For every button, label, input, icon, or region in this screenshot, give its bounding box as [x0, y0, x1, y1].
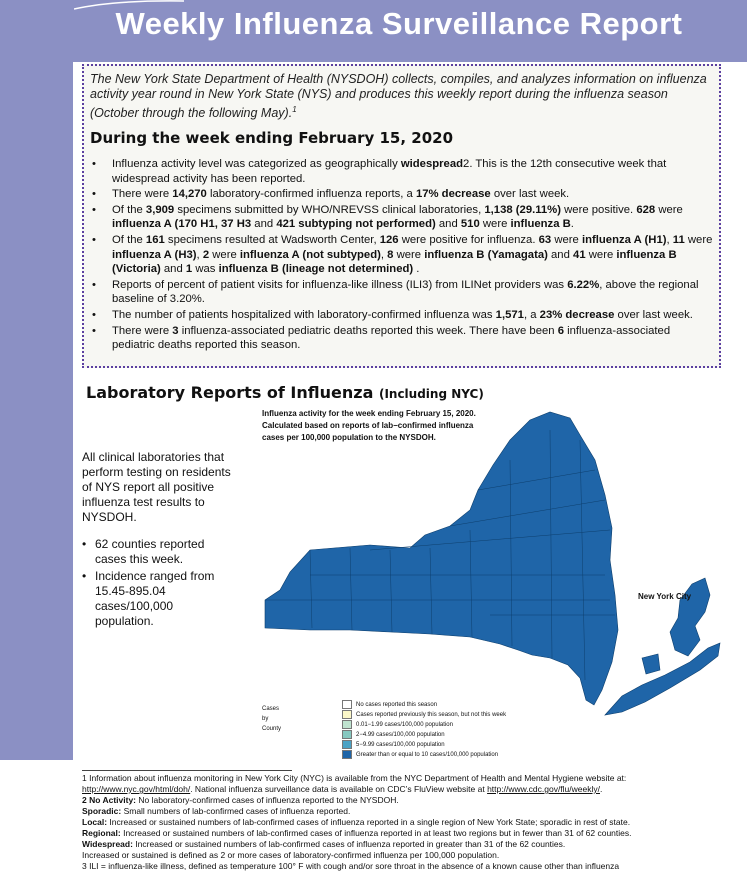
- footnote: 3 ILI = influenza-like illness, defined as temperature 100° F with cough and/or sore throat in the absence of a known cause other than influenza: [82, 861, 620, 871]
- legend-swatch: [342, 710, 352, 719]
- summary-bullet-list: [92, 157, 714, 354]
- nyc-doh-link[interactable]: http://www.nyc.gov/html/doh/: [82, 784, 191, 794]
- legend-swatch: [342, 720, 352, 729]
- footnote: Local: Increased or sustained numbers of lab-confirmed cases of influenza reported in a single region of New York State; sporadic in rest of state.: [82, 817, 631, 827]
- lab-description-text: All clinical laboratories that perform testing on residents of NYS report all positive influenza test results to NYSDOH.: [82, 450, 231, 524]
- legend-item: 0.01−1.99 cases/100,000 population: [342, 720, 453, 730]
- map-caption: [262, 408, 532, 444]
- cdc-fluview-link[interactable]: http://www.cdc.gov/flu/weekly/: [487, 784, 600, 794]
- footnote: Widespread: Increased or sustained numbers of lab-confirmed cases of influenza reported in greater than 31 of the 62 counties.: [82, 839, 566, 849]
- legend-swatch: [342, 730, 352, 739]
- intro-paragraph: The New York State Department of Health (NYSDOH) collects, compiles, and analyzes information on influenza activity year round in New York State (NYS) and produces this weekly report during the influenza season (October through the following May).$^1$: [90, 72, 707, 121]
- legend-item: Greater than or equal to 10 cases/100,000 population: [342, 750, 498, 760]
- summary-bullet: • There were 14,270 laboratory-confirmed influenza reports, a 17% decrease over last week.: [92, 187, 714, 202]
- lab-description: [82, 450, 232, 631]
- page-title: Weekly Influenza Surveillance Report: [115, 6, 683, 41]
- legend-title: Cases by County: [262, 706, 282, 732]
- footnote-divider: [82, 770, 292, 771]
- legend-item: No cases reported this season: [342, 700, 437, 710]
- lab-reports-heading: Laboratory Reports of Influenza (Including NYC): [86, 383, 484, 402]
- map-region-staten-island: [642, 654, 660, 674]
- footnote: Increased or sustained is defined as 2 or more cases of laboratory-confirmed influenza per 100,000 population.: [82, 850, 500, 860]
- map-caption-line: Calculated based on reports of lab−confirmed influenza: [262, 421, 474, 430]
- footnotes: [82, 773, 732, 872]
- legend-swatch: [342, 750, 352, 759]
- left-sidebar-band: [0, 0, 73, 760]
- map-caption-line: Influenza activity for the week ending February 15, 2020.: [262, 409, 476, 418]
- summary-bullet: • There were 3 influenza-associated pediatric deaths reported this week. There have been 6 influenza-associated pediatric deaths reported this season.: [92, 324, 714, 353]
- list-item: • Incidence ranged from 15.45-895.04 cases/100,000 population.: [82, 569, 232, 629]
- legend-swatch: [342, 700, 352, 709]
- nyc-label: New York City: [638, 592, 692, 601]
- ny-influenza-map: [250, 400, 725, 720]
- footnote: Sporadic: Small numbers of lab-confirmed cases of influenza reported.: [82, 806, 351, 816]
- map-region-nyc: [670, 578, 710, 656]
- footnote: Regional: Increased or sustained numbers of lab-confirmed cases of influenza reported in at least two regions but in fewer than 31 of 62 counties.: [82, 828, 632, 838]
- list-item: • 62 counties reported cases this week.: [82, 537, 232, 567]
- footnote: 1 Information about influenza monitoring in New York City (NYC) is available from the NYC Department of Health and Mental Hygiene website at: http://www.nyc.gov/html/doh/. National influenza surveillance data is available on CDC’s FluView website at http://www.cdc.gov/flu/weekly/.: [82, 773, 627, 794]
- summary-bullet: • The number of patients hospitalized with laboratory-confirmed influenza was 1,571, a 23% decrease over last week.: [92, 308, 714, 323]
- week-heading: During the week ending February 15, 2020: [90, 129, 454, 147]
- map-region-long-island: [605, 643, 720, 715]
- legend-item: Cases reported previously this season, but not this week: [342, 710, 506, 720]
- summary-bullet: • Influenza activity level was categorized as geographically widespread2. This is the 12th consecutive week that widespread activity has been reported.: [92, 157, 714, 186]
- summary-bullet: • Of the 161 specimens resulted at Wadsworth Center, 126 were positive for influenza. 63 were influenza A (H1), 11 were influenza A (H3), 2 were influenza A (not subtyped), 8 were influenza B (Yamagata) and 41 were influenza B (Victoria) and 1 was influenza B (lineage not determined) .: [92, 233, 714, 277]
- footnote: 2 No Activity: No laboratory-confirmed cases of influenza reported to the NYSDOH.: [82, 795, 399, 805]
- summary-bullet: • Of the 3,909 specimens submitted by WHO/NREVSS clinical laboratories, 1,138 (29.11%) were positive. 628 were influenza A (170 H1, 37 H3 and 421 subtyping not performed) and 510 were influenza B.: [92, 203, 714, 232]
- map-caption-line: cases per 100,000 population to the NYSDOH.: [262, 433, 436, 442]
- map-region-state: [265, 412, 618, 705]
- legend-item: 2−4.99 cases/100,000 population: [342, 730, 445, 740]
- legend-item: 5−9.99 cases/100,000 population: [342, 740, 445, 750]
- legend-swatch: [342, 740, 352, 749]
- lab-bullet-list: [82, 537, 232, 629]
- summary-bullet: • Reports of percent of patient visits for influenza-like illness (ILI3) from ILINet providers was 6.22%, above the regional baseline of 3.20%.: [92, 278, 714, 307]
